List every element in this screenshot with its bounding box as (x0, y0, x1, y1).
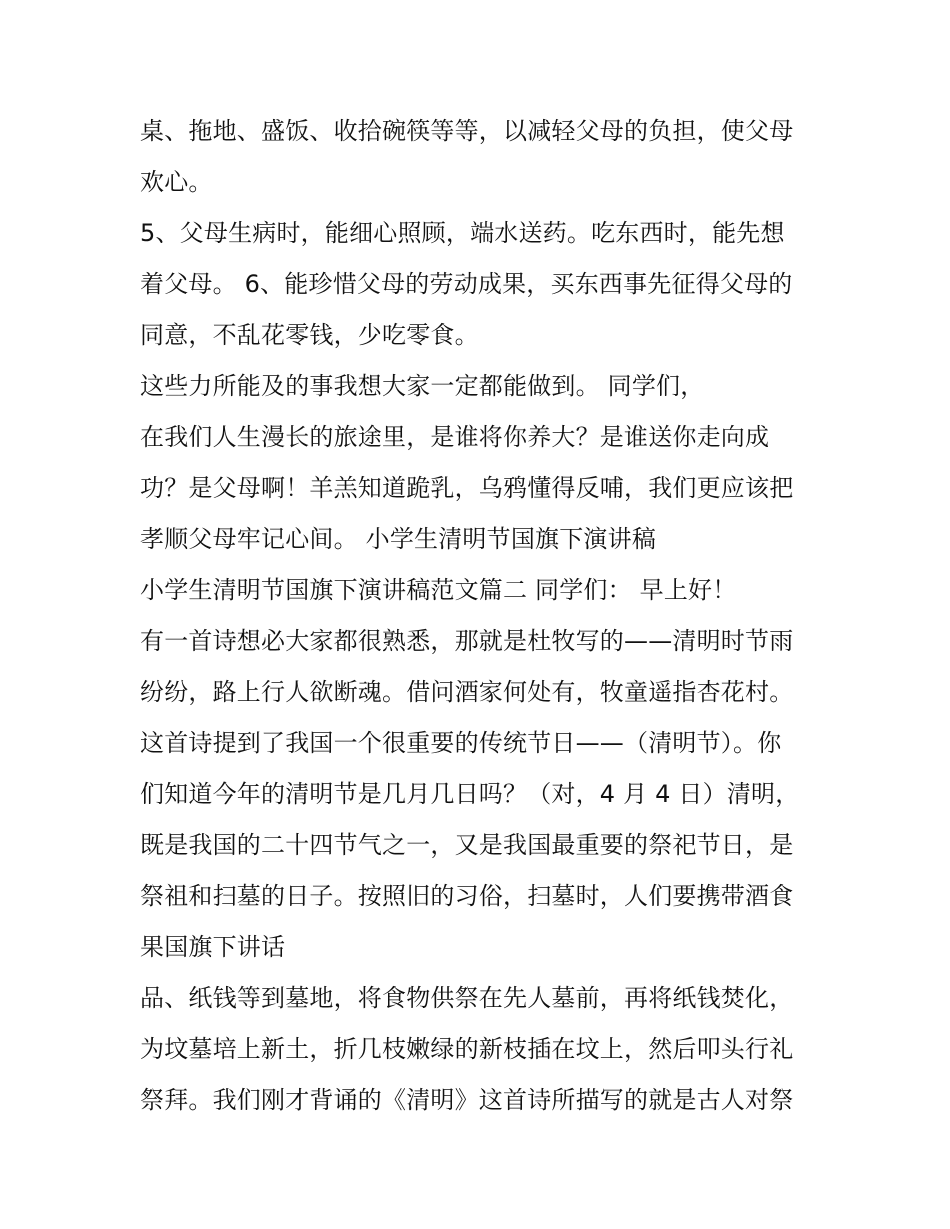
text-line: 既是我国的二十四节气之一，又是我国最重要的祭祀节日，是 (140, 831, 794, 859)
text-line: 小学生清明节国旗下演讲稿范文篇二 同学们： 早上好！ (140, 576, 737, 604)
text-line: 们知道今年的清明节是几月几日吗？（对，4 月 4 日）清明， (140, 780, 800, 808)
text-line: 孝顺父母牢记心间。 小学生清明节国旗下演讲稿 (140, 525, 657, 553)
text-line: 桌、拖地、盛饭、收拾碗筷等等，以减轻父母的负担，使父母 (140, 117, 794, 145)
text-line: 品、纸钱等到墓地，将食物供祭在先人墓前，再将纸钱焚化， (140, 984, 794, 1012)
text-line: 5、父母生病时，能细心照顾，端水送药。吃东西时，能先想 (140, 219, 785, 247)
text-line: 着父母。 6、能珍惜父母的劳动成果，买东西事先征得父母的 (140, 270, 793, 298)
text-line: 果国旗下讲话 (140, 933, 286, 961)
text-line: 这首诗提到了我国一个很重要的传统节日——（清明节）。你 (140, 729, 782, 757)
text-line: 欢心。 (140, 168, 213, 196)
text-line: 在我们人生漫长的旅途里，是谁将你养大？是谁送你走向成 (140, 423, 770, 451)
text-line: 同意，不乱花零钱，少吃零食。 (140, 321, 479, 349)
text-line: 祭祖和扫墓的日子。按照旧的习俗，扫墓时，人们要携带酒食 (140, 882, 794, 910)
text-line: 有一首诗想必大家都很熟悉，那就是杜牧写的——清明时节雨 (140, 627, 794, 655)
text-line: 纷纷，路上行人欲断魂。借问酒家何处有，牧童遥指杏花村。 (140, 678, 794, 706)
text-line: 祭拜。我们刚才背诵的《清明》这首诗所描写的就是古人对祭 (140, 1086, 794, 1114)
text-line: 这些力所能及的事我想大家一定都能做到。 同学们， (140, 372, 705, 400)
text-line: 为坟墓培上新土，折几枝嫩绿的新枝插在坟上，然后叩头行礼 (140, 1035, 794, 1063)
text-line: 功？是父母啊！羊羔知道跪乳，乌鸦懂得反哺，我们更应该把 (140, 474, 794, 502)
body-text (140, 106, 820, 1126)
